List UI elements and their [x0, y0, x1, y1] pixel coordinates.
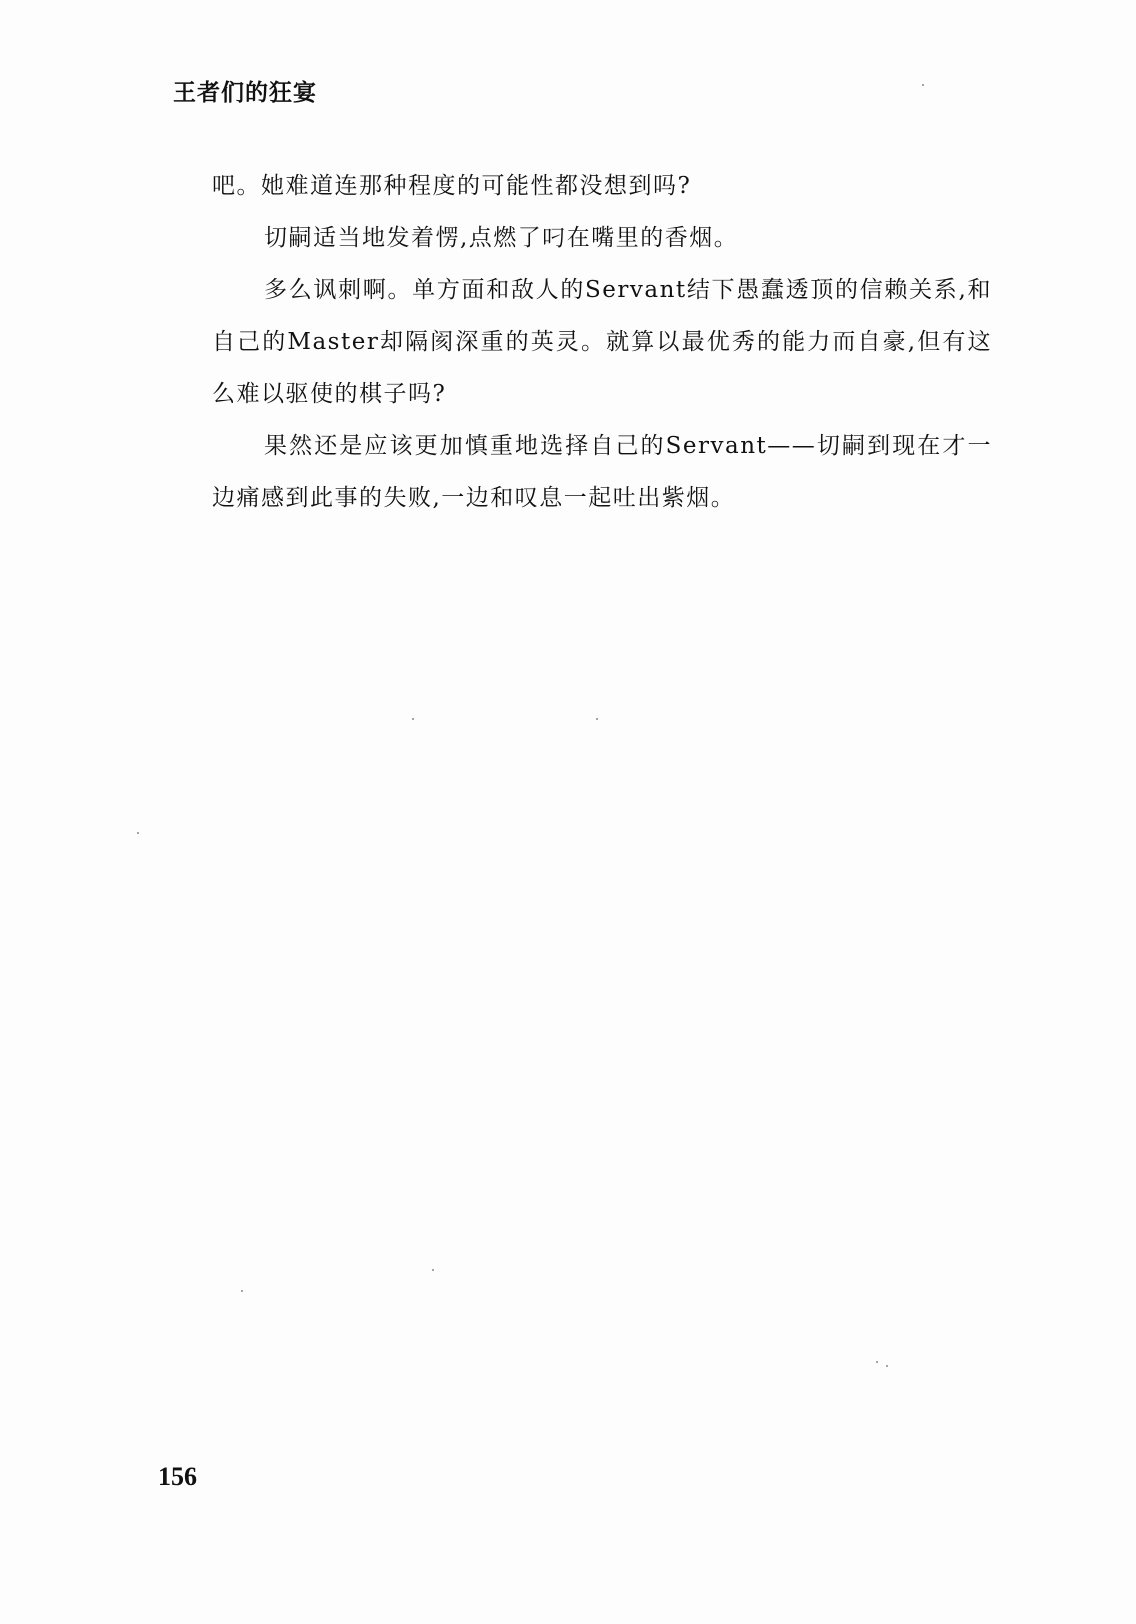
scan-speck [432, 1269, 434, 1271]
running-title: 王者们的狂宴 [173, 80, 317, 106]
scan-speck [596, 718, 598, 720]
body-text [212, 160, 992, 524]
paragraph: 切嗣适当地发着愣,点燃了叼在嘴里的香烟。 [264, 225, 739, 251]
scan-speck [412, 718, 414, 720]
page-number: 156 [158, 1462, 197, 1491]
scan-speck [241, 1290, 243, 1292]
scan-speck [886, 1365, 888, 1367]
paragraph: 多么讽刺啊。单方面和敌人的Servant结下愚蠢透顶的信赖关系,和自己的Master却隔阂深重的英灵。就算以最优秀的能力而自豪,但有这么难以驱使的棋子吗? [212, 277, 992, 407]
paragraph: 果然还是应该更加慎重地选择自己的Servant——切嗣到现在才一边痛感到此事的失败,一边和叹息一起吐出紫烟。 [212, 433, 992, 511]
scan-speck [922, 84, 924, 86]
paragraph-continued: 吧。她难道连那种程度的可能性都没想到吗? [212, 173, 692, 199]
scan-speck [876, 1361, 878, 1363]
scan-speck [137, 832, 139, 834]
